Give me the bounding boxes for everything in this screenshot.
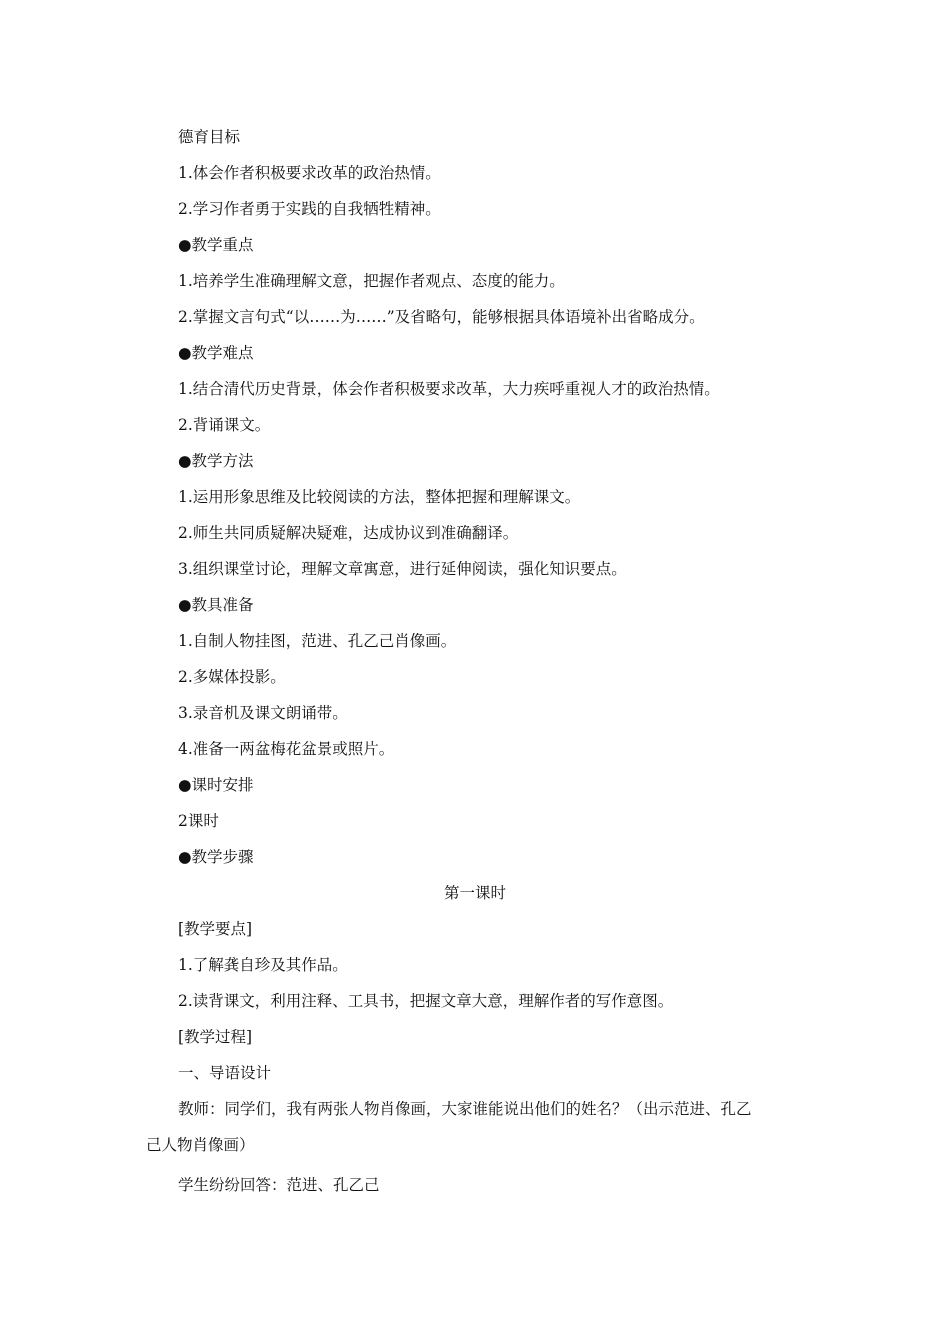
lesson-points-heading: [教学要点] [178, 920, 253, 938]
schedule-heading: ●课时安排 [178, 776, 254, 794]
difficulty-item: 1.结合清代历史背景，体会作者积极要求改革，大力疾呼重视人才的政治热情。 [178, 380, 720, 398]
tool-item: 2.多媒体投影。 [178, 668, 286, 686]
method-item: 2.师生共同质疑解决疑难，达成协议到准确翻译。 [178, 524, 519, 542]
key-points-heading: ●教学重点 [178, 236, 254, 254]
intro-heading: 一、导语设计 [178, 1064, 272, 1082]
moral-goal-item: 2.学习作者勇于实践的自我牺牲精神。 [178, 200, 441, 218]
tool-item: 4.准备一两盆梅花盆景或照片。 [178, 740, 395, 758]
lesson-point-item: 1.了解龚自珍及其作品。 [178, 956, 348, 974]
teacher-paragraph-line: 教师：同学们，我有两张人物肖像画，大家谁能说出他们的姓名？（出示范进、孔乙 [178, 1100, 752, 1118]
difficulties-heading: ●教学难点 [178, 344, 254, 362]
method-item: 3.组织课堂讨论，理解文章寓意，进行延伸阅读，强化知识要点。 [178, 560, 627, 578]
lesson-title: 第一课时 [443, 884, 506, 902]
process-heading: [教学过程] [178, 1028, 253, 1046]
tools-heading: ●教具准备 [178, 596, 254, 614]
tool-item: 1.自制人物挂图，范进、孔乙己肖像画。 [178, 632, 457, 650]
moral-goal-item: 1.体会作者积极要求改革的政治热情。 [178, 164, 441, 182]
lesson-point-item: 2.读背课文，利用注释、工具书，把握文章大意，理解作者的写作意图。 [178, 992, 674, 1010]
difficulty-item: 2.背诵课文。 [178, 416, 271, 434]
schedule-value: 2课时 [178, 812, 219, 830]
methods-heading: ●教学方法 [178, 452, 254, 470]
key-point-item: 1.培养学生准确理解文意，把握作者观点、态度的能力。 [178, 272, 565, 290]
method-item: 1.运用形象思维及比较阅读的方法，整体把握和理解课文。 [178, 488, 581, 506]
steps-heading: ●教学步骤 [178, 848, 254, 866]
teacher-paragraph-line: 己人物肖像画） [146, 1136, 255, 1154]
student-answer: 学生纷纷回答：范进、孔乙己 [178, 1176, 380, 1194]
moral-goals-heading: 德育目标 [178, 128, 241, 146]
key-point-item: 2.掌握文言句式“以……为……”及省略句，能够根据具体语境补出省略成分。 [178, 308, 705, 326]
tool-item: 3.录音机及课文朗诵带。 [178, 704, 348, 722]
